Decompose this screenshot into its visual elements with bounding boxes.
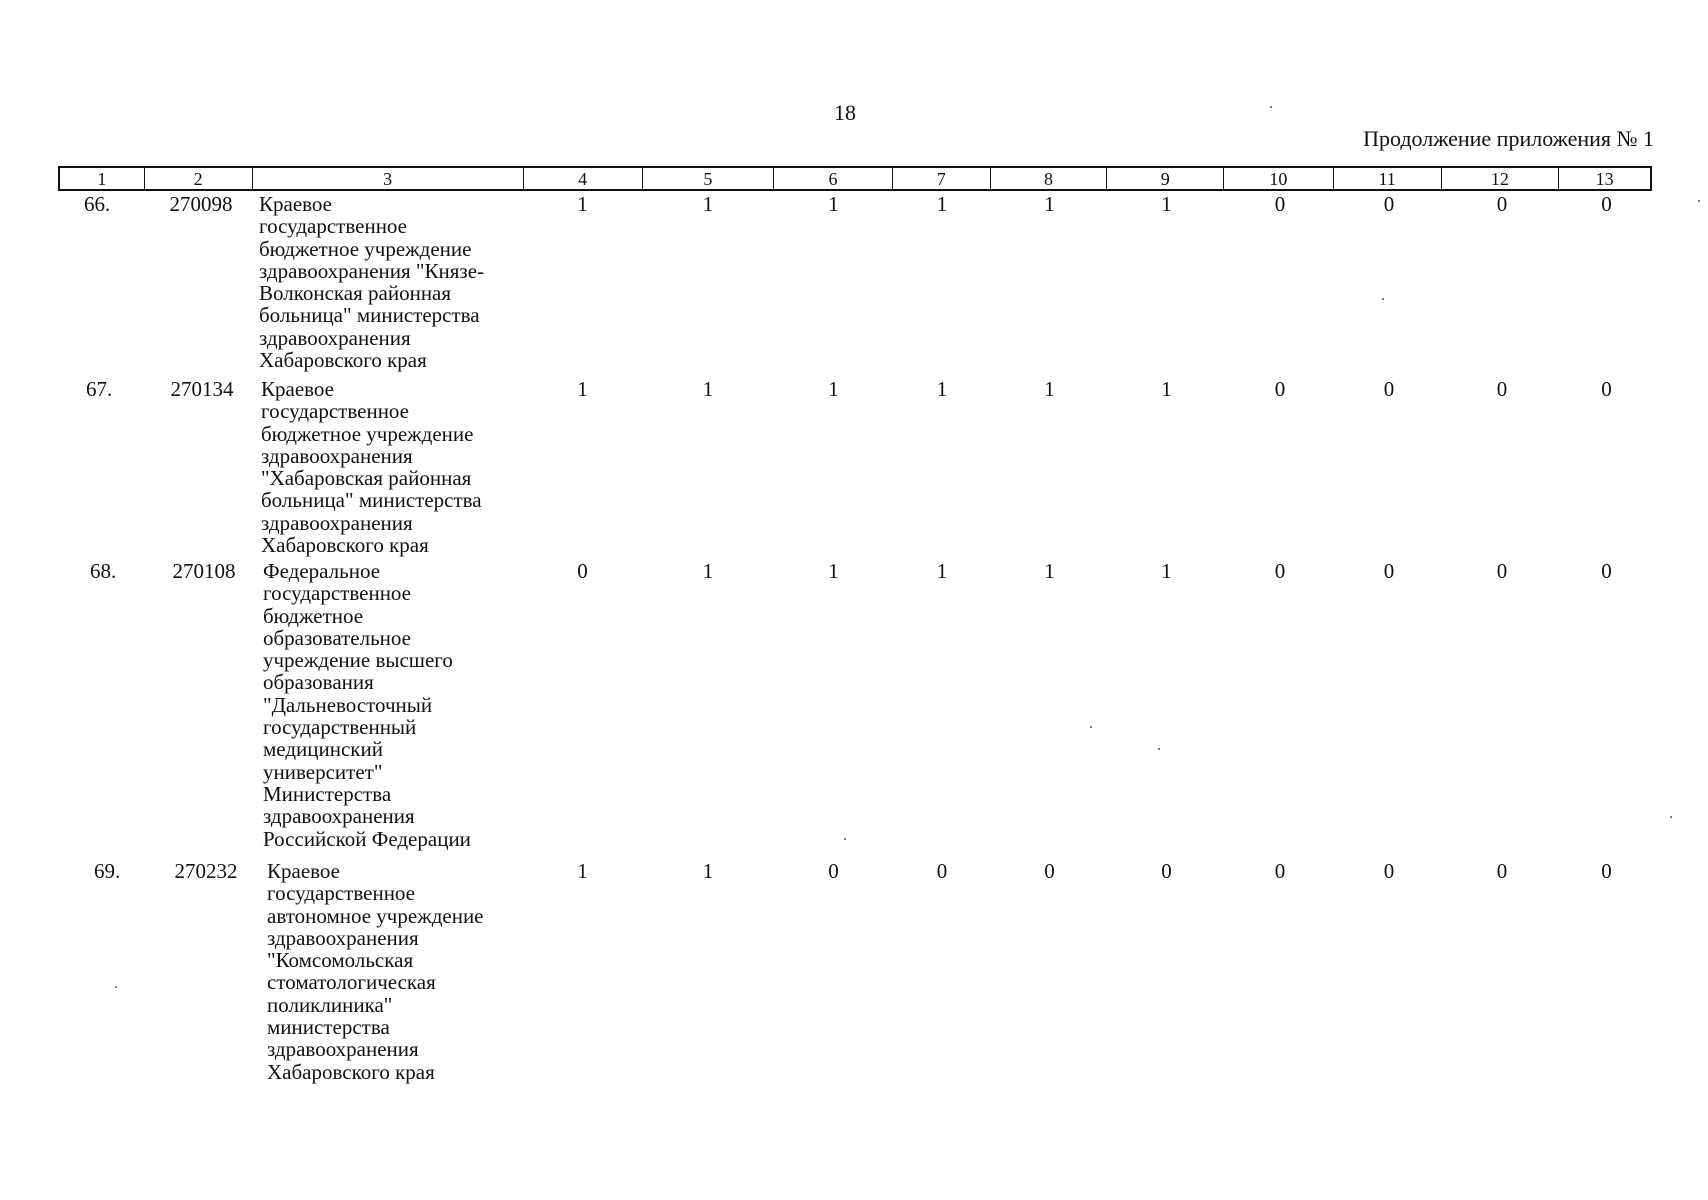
row-value: 1 [577,377,588,401]
row-code: 270134 [170,377,234,401]
row-number: 66. [84,192,111,216]
row-value: 1 [702,192,714,216]
column-header-1: 1 [60,168,145,189]
column-header-13: 13 [1595,169,1614,189]
row-number: 68. [90,559,117,583]
table-row [58,860,1652,1083]
row-value: 1 [702,859,714,883]
table-header-row [58,166,1652,191]
scan-speck [1698,200,1700,202]
row-value: 0 [1496,559,1508,583]
continuation-label: Продолжение приложения № 1 [1363,126,1654,151]
scan-speck [1158,748,1160,750]
column-header-6: 6 [774,168,893,189]
row-value: 1 [1161,192,1172,216]
row-value: 0 [1383,859,1395,883]
row-value: 1 [577,192,588,216]
table-row [58,560,1652,850]
row-value: 0 [1496,192,1508,216]
row-value: 0 [1601,559,1612,583]
row-value: 0 [1601,859,1612,883]
table-row [58,378,1652,556]
row-value: 1 [702,559,714,583]
row-name: Федеральное государственное бюджетное образовательное учреждение высшего образования "Дальневосточный государственный медицинский университет" Министерства здравоохранения Российской Федерации [263,559,471,851]
row-value: 1 [702,377,714,401]
page-number: 18 [834,100,856,125]
row-value: 1 [828,559,839,583]
row-name: Краевое государственное бюджетное учреждение здравоохранения "Хабаровская районная больница" министерства здравоохранения Хабаровского края [261,377,482,558]
row-value: 1 [1161,377,1172,401]
row-value: 0 [936,859,948,883]
row-value: 0 [1274,559,1286,583]
row-value: 0 [1601,192,1612,216]
row-value: 0 [1496,377,1508,401]
row-value: 0 [1161,859,1172,883]
row-value: 1 [1044,377,1055,401]
column-header-7: 7 [893,168,991,189]
row-value: 1 [1044,192,1055,216]
row-value: 0 [1496,859,1508,883]
column-header-5: 5 [643,168,775,189]
row-number: 69. [94,859,121,883]
row-code: 270232 [174,859,238,883]
column-header-11: 11 [1334,168,1442,189]
row-value: 1 [936,377,948,401]
row-value: 0 [1383,377,1395,401]
scan-speck [844,838,846,840]
row-number: 67. [86,377,113,401]
row-name: Краевое государственное автономное учреждение здравоохранения "Комсомольская стоматологическая поликлиника" министерства здравоохранения Хабаровского края [267,859,484,1084]
row-value: 0 [1274,377,1286,401]
column-header-8: 8 [991,168,1108,189]
row-value: 0 [1383,559,1395,583]
scan-speck [1270,106,1272,108]
column-header-4: 4 [524,168,643,189]
row-value: 1 [828,192,839,216]
row-value: 1 [577,859,588,883]
row-value: 1 [828,377,839,401]
scan-speck [115,986,117,988]
table-row [58,193,1652,371]
row-value: 0 [577,559,588,583]
row-name: Краевое государственное бюджетное учреждение здравоохранения "Князе- Волконская районная больница" министерства здравоохранения Хабаровского края [259,192,485,373]
row-value: 0 [828,859,839,883]
column-header-3: 3 [253,168,524,189]
column-header-10: 10 [1224,168,1334,189]
row-value: 1 [936,559,948,583]
column-header-12: 12 [1442,168,1560,189]
row-code: 270098 [169,192,233,216]
row-value: 1 [1044,559,1055,583]
column-header-2: 2 [145,168,253,189]
row-value: 0 [1601,377,1612,401]
column-header-9: 9 [1107,168,1224,189]
row-value: 1 [1161,559,1172,583]
row-value: 0 [1274,192,1286,216]
row-value: 0 [1383,192,1395,216]
row-code: 270108 [172,559,236,583]
row-value: 0 [1044,859,1055,883]
scan-speck [1670,816,1672,818]
scan-speck [1090,726,1092,728]
row-value: 0 [1274,859,1286,883]
row-value: 1 [936,192,948,216]
scan-speck [1382,298,1384,300]
